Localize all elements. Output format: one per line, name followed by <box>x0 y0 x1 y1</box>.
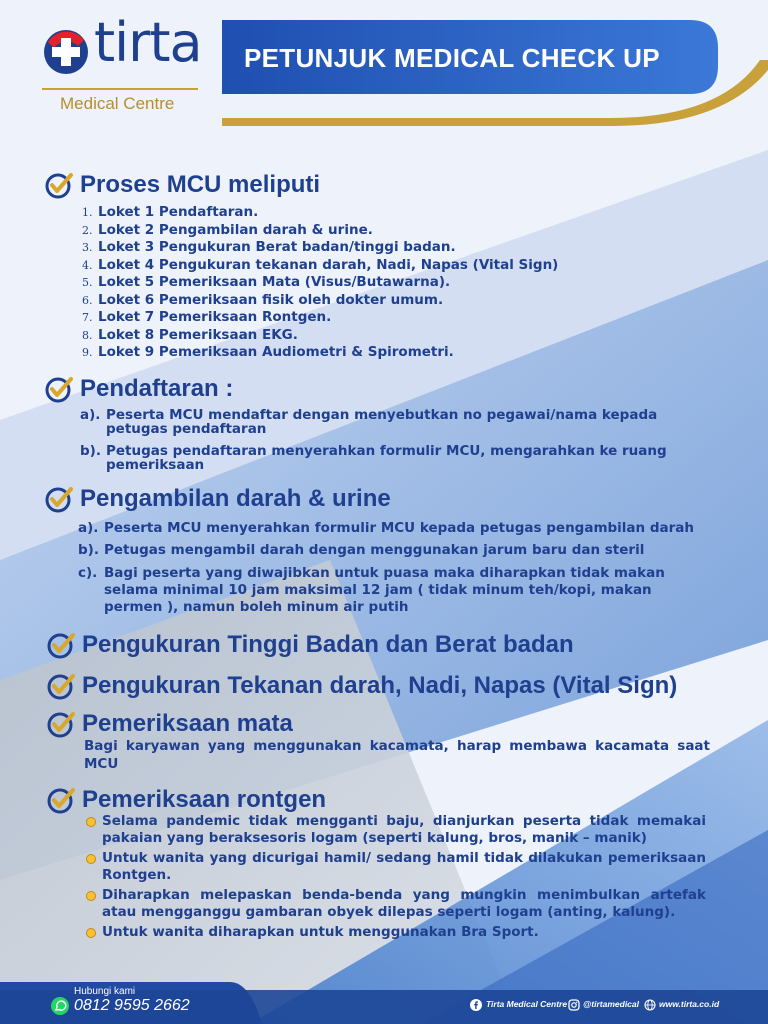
bullet-dot-icon <box>86 817 96 827</box>
list-item <box>80 408 690 436</box>
proses-list <box>78 204 716 362</box>
tirta-cross-icon <box>42 28 90 76</box>
list-marker: a). <box>80 407 101 423</box>
list-item-text: Selama pandemic tidak mengganti baju, dianjurkan peserta tidak memakai pakaian yang beraksesoris logam (seperti kalung, bros, manik – manik) <box>102 813 706 846</box>
list-item <box>86 850 706 884</box>
checkmark-icon <box>46 785 76 815</box>
list-marker: b). <box>78 542 99 558</box>
section-heading-pendaftaran <box>44 374 233 404</box>
instagram-label[interactable]: @tirtamedical <box>583 999 640 1009</box>
checkmark-icon <box>44 484 74 514</box>
list-item-text: Petugas pendaftaran menyerahkan formulir MCU, mengarahkan ke ruang pemeriksaan <box>106 443 667 473</box>
list-item-text: Bagi peserta yang diwajibkan untuk puasa maka diharapkan tidak makan selama minimal 10 jam maksimal 12 jam ( tidak minum teh/kopi, makan permen ), namun boleh minum air putih <box>104 565 665 615</box>
brand-name: tirta <box>94 11 202 74</box>
section-heading-rontgen <box>46 785 326 815</box>
list-marker: a). <box>78 520 99 536</box>
checkmark-icon <box>46 630 76 660</box>
section-heading-mata <box>46 709 293 739</box>
facebook-icon <box>470 999 482 1011</box>
list-item: 3. Loket 3 Pengukuran Berat badan/tinggi badan. <box>96 239 716 257</box>
list-item: 4. Loket 4 Pengukuran tekanan darah, Nadi, Napas (Vital Sign) <box>96 257 716 275</box>
rontgen-list <box>86 813 706 944</box>
instagram-icon <box>568 999 580 1011</box>
bullet-dot-icon <box>86 928 96 938</box>
contact-label: Hubungi kami <box>74 986 136 997</box>
checkmark-icon <box>44 170 74 200</box>
list-marker: c). <box>78 565 98 581</box>
page-title: PETUNJUK MEDICAL CHECK UP <box>244 43 660 73</box>
list-item-text: Untuk wanita yang dicurigai hamil/ sedang hamil tidak dilakukan pemeriksaan Rontgen. <box>102 850 706 883</box>
brand-subtitle: Medical Centre <box>60 94 175 113</box>
pengambilan-list <box>78 521 714 624</box>
list-item <box>78 543 714 557</box>
list-item <box>78 565 714 616</box>
list-item-text: Peserta MCU menyerahkan formulir MCU kepada petugas pengambilan darah <box>104 520 695 536</box>
section-heading-proses <box>44 170 320 200</box>
section-heading-pengambilan <box>44 484 391 514</box>
section-title: Pemeriksaan rontgen <box>82 786 327 813</box>
list-item: 8. Loket 8 Pemeriksaan EKG. <box>96 327 716 345</box>
list-item: 1. Loket 1 Pendaftaran. <box>96 204 716 222</box>
section-heading-tinggi <box>46 630 574 660</box>
list-item-text: Diharapkan melepaskan benda-benda yang mungkin menimbulkan artefak atau mengganggu gambaran obyek dilepas seperti logam (anting, kalung). <box>102 887 706 920</box>
section-title: Proses MCU meliputi <box>80 171 321 198</box>
list-item <box>80 444 690 472</box>
list-item: 7. Loket 7 Pemeriksaan Rontgen. <box>96 309 716 327</box>
section-title: Pengukuran Tekanan darah, Nadi, Napas (Vital Sign) <box>82 672 678 699</box>
section-heading-tekanan <box>46 671 677 701</box>
bullet-dot-icon <box>86 854 96 864</box>
mata-text: Bagi karyawan yang menggunakan kacamata, harap membawa kacamata saat MCU <box>84 738 710 772</box>
brand-logo <box>42 11 202 117</box>
list-item-text: Petugas mengambil darah dengan menggunakan jarum baru dan steril <box>104 542 645 558</box>
logo-divider <box>42 88 198 90</box>
list-marker: b). <box>80 443 101 459</box>
list-item <box>78 521 714 535</box>
globe-icon <box>644 999 656 1011</box>
section-title: Pengambilan darah & urine <box>80 485 391 512</box>
list-item: 6. Loket 6 Pemeriksaan fisik oleh dokter umum. <box>96 292 716 310</box>
list-item: 2. Loket 2 Pengambilan darah & urine. <box>96 222 716 240</box>
facebook-label[interactable]: Tirta Medical Centre <box>486 999 568 1009</box>
pendaftaran-list <box>80 408 690 480</box>
list-item <box>86 813 706 847</box>
section-title: Pemeriksaan mata <box>82 710 293 737</box>
list-item <box>86 924 706 941</box>
whatsapp-icon <box>50 996 70 1016</box>
list-item <box>86 887 706 921</box>
checkmark-icon <box>44 374 74 404</box>
list-item-text: Untuk wanita diharapkan untuk menggunakan Bra Sport. <box>102 924 539 940</box>
website-label[interactable]: www.tirta.co.id <box>659 999 720 1009</box>
list-item-text: Peserta MCU mendaftar dengan menyebutkan no pegawai/nama kepada petugas pendaftaran <box>106 407 658 437</box>
section-title: Pengukuran Tinggi Badan dan Berat badan <box>82 631 574 658</box>
list-item: 5. Loket 5 Pemeriksaan Mata (Visus/Butawarna). <box>96 274 716 292</box>
section-title: Pendaftaran : <box>80 375 234 402</box>
phone-number[interactable]: 0812 9595 2662 <box>74 997 190 1014</box>
list-item: 9. Loket 9 Pemeriksaan Audiometri & Spirometri. <box>96 344 716 362</box>
checkmark-icon <box>46 709 76 739</box>
bullet-dot-icon <box>86 891 96 901</box>
checkmark-icon <box>46 671 76 701</box>
